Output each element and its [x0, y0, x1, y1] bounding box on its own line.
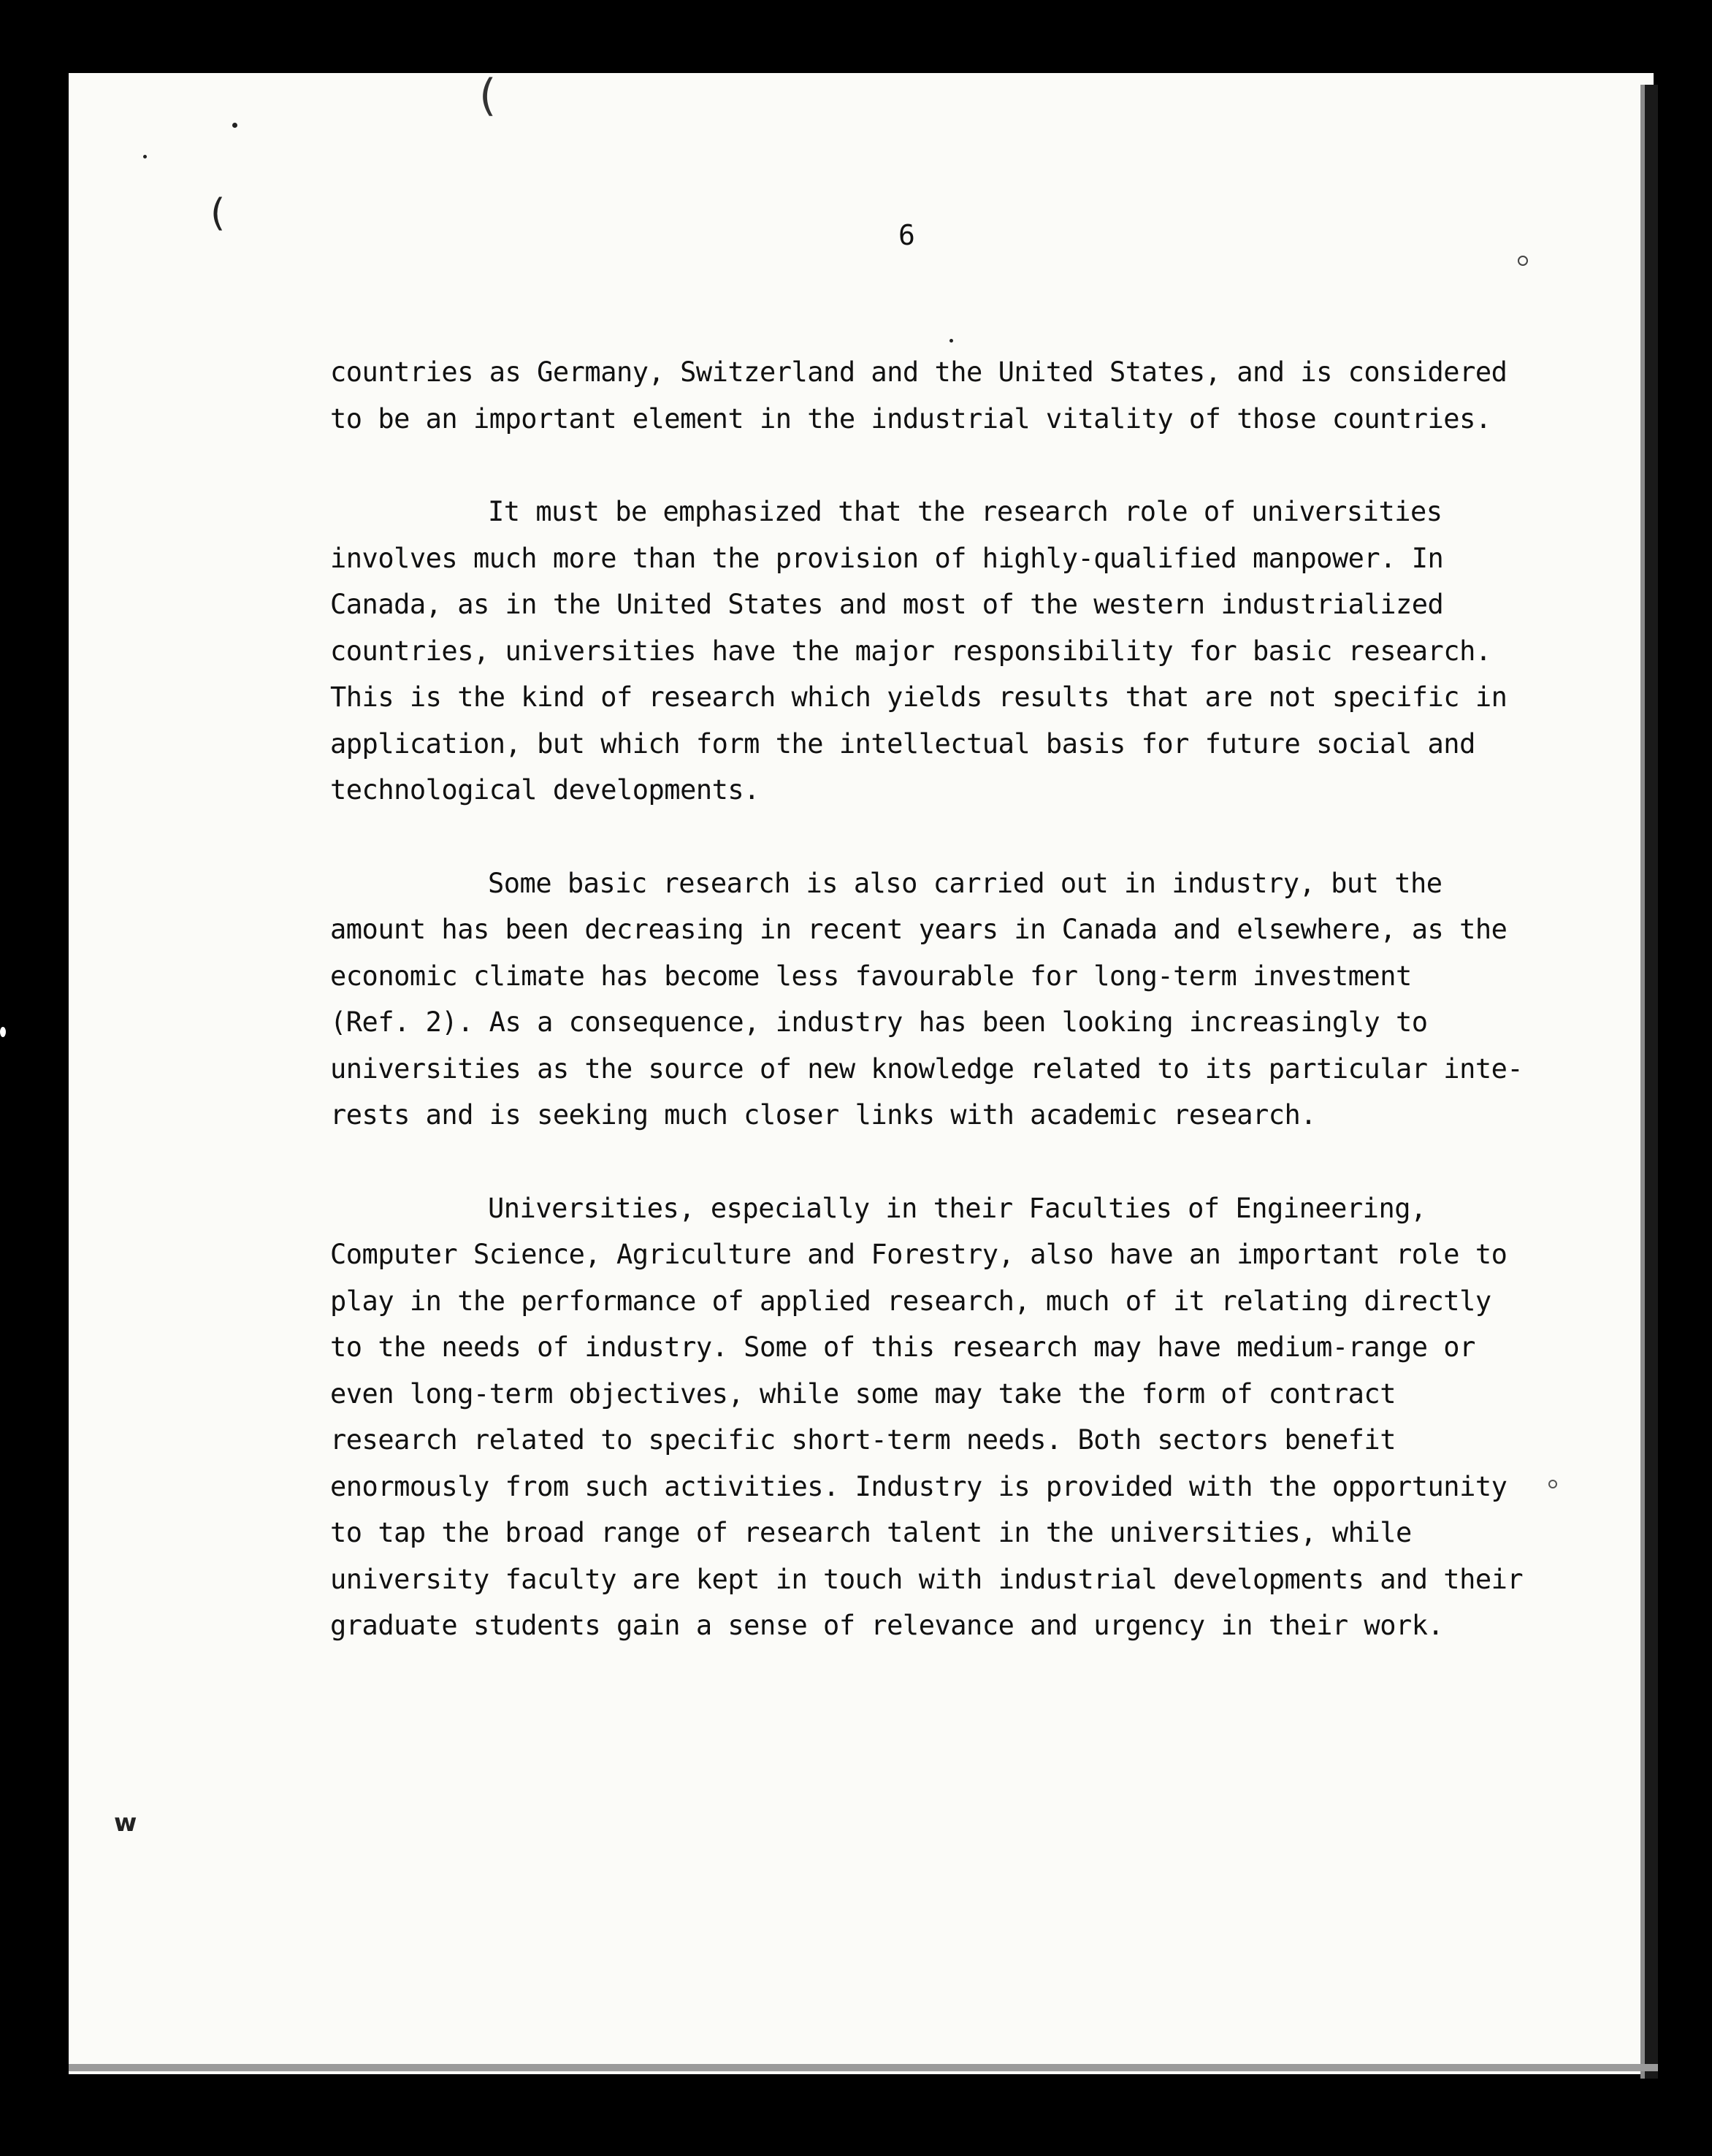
paragraph-4: Universities, especially in their Faculties of Engineering, Computer Science, Agriculture and Forestry, also have an important role to play in the performance of applied research, much of it relating directly to the needs of industry. Some of this research may have medium-range or even long-term objectives, while some may take the form of contract research related to specific short-term needs. Both sectors benefit enormously from such activities. Industry is provided with the opportunity to tap the broad range of research talent in the universities, while university faculty are kept in touch with industrial developments and their graduate students gain a sense of relevance and urgency in their work.: [330, 1192, 1524, 1641]
scan-artifact-glyph: w: [114, 1808, 137, 1838]
scan-speck: [1548, 1480, 1557, 1488]
paragraph-1: countries as Germany, Switzerland and the United States, and is considered to be an important element in the industrial vitality of those countries.: [330, 356, 1507, 435]
scan-speck: [232, 123, 237, 128]
scan-speck: [1518, 256, 1528, 266]
scan-edge-bottom: [69, 2064, 1658, 2071]
body-text: [330, 349, 1528, 1696]
paragraph-3: Some basic research is also carried out in industry, but the amount has been decreasing in recent years in Canada and elsewhere, as the economic climate has become less favourable for long-term investment (Ref. 2). As a consequence, industry has been looking increasingly to universities as the source of new knowledge related to its particular inte- rests and is seeking much closer links with academic research.: [330, 867, 1524, 1131]
scan-speck: [0, 1027, 6, 1037]
page-number: 6: [898, 219, 915, 251]
scan-artifact-bracket: (: [210, 191, 226, 235]
scan-artifact-curve: (: [479, 70, 497, 121]
scan-speck: [143, 155, 147, 158]
scan-speck: [949, 339, 953, 343]
paragraph-2: It must be emphasized that the research role of universities involves much more than the provision of highly-qualified manpower. In Canada, as in the United States and most of the western industrialized countries, universities have the major responsibility for basic research. This is the kind of research which yields results that are not specific in application, but which form the intellectual basis for future social and technological developments.: [330, 496, 1507, 806]
scan-edge-right: [1645, 85, 1658, 2079]
